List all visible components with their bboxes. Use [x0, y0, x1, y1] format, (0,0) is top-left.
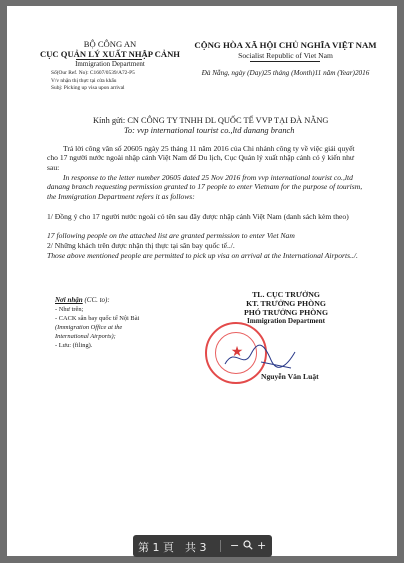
zoom-in-button[interactable]: +	[257, 539, 267, 552]
paragraph-vn: Trả lời công văn số 20605 ngày 25 tháng 11 năm 2016 của Chi nhánh công ty về việc giải quyết cho 17 người nước ngoài nhập cảnh Việt Nam để Du lịch, Cục Quản lý xuất nhập cảnh có ý kiến như sau:	[47, 144, 355, 172]
magnifier-icon	[243, 540, 253, 553]
page-number-label[interactable]: 第 1 頁	[138, 541, 174, 554]
cc-title: Nơi nhận	[55, 296, 83, 304]
star-icon: ★	[230, 344, 244, 360]
signature-line-3: PHÓ TRƯỞNG PHÒNG	[243, 308, 329, 317]
header-right-underline	[250, 61, 320, 62]
toolbar-separator	[220, 540, 221, 552]
item2-en: Those above mentioned people are permitted to pick up visa on arrival at the International Airports../.	[47, 251, 358, 260]
cc-item: - Như trên;	[55, 306, 84, 313]
department-name: CỤC QUẢN LÝ XUẤT NHẬP CẢNH	[40, 49, 180, 59]
cc-item: - Lưu: (filing).	[55, 342, 93, 349]
cc-heading	[55, 296, 110, 304]
department-name-en: Immigration Department	[75, 60, 145, 68]
paragraph-en: In response to the letter number 20605 dated 25 Nov 2016 from vvp international tourist co.,ltd danang branch requesting permission granted to 17 people to enter Vietnam for the purpose of tourism, the Immigration Department refers it as follows:	[47, 173, 363, 201]
reference-number: Số(Our Ref. No): C1607/0539/A72-P5	[51, 70, 135, 76]
date-line: Đà Nẵng, ngày (Day)25 tháng (Month)11 năm (Year)2016	[201, 69, 370, 77]
ministry-name: BỘ CÔNG AN	[83, 39, 137, 49]
republic-name: CỘNG HÒA XÃ HỘI CHỦ NGHĨA VIỆT NAM	[194, 40, 377, 50]
item2-vn: 2/ Những khách trên được nhận thị thực tại sân bay quốc tế../.	[47, 241, 235, 250]
document-page	[7, 6, 397, 556]
pdf-viewer-toolbar	[133, 535, 272, 557]
cc-item: (Immigration Office at the	[55, 324, 123, 331]
signature-line-1: TL. CỤC TRƯỞNG	[252, 290, 320, 299]
subject-vn: V/v nhận thị thực tại cửa khẩu	[51, 78, 117, 84]
cc-item: - CACK sân bay quốc tế Nội Bài	[55, 315, 140, 322]
item1-en: 17 following people on the attached list are granted permission to enter Viet Nam	[47, 231, 295, 240]
recipient-en: To: vvp international tourist co.,ltd danang branch	[124, 126, 295, 135]
signature-line-2: KT. TRƯỞNG PHÒNG	[246, 299, 326, 308]
zoom-out-button[interactable]: −	[230, 539, 240, 552]
republic-name-en: Socialist Republic of Viet Nam	[238, 51, 333, 60]
signature-line-4: Immigration Department	[246, 317, 326, 325]
cc-title-en: (CC. to):	[84, 296, 110, 304]
signature-scribble	[221, 340, 311, 374]
cc-item: International Airports);	[55, 333, 116, 340]
item1-vn: 1/ Đồng ý cho 17 người nước ngoài có tên sau đây được nhập cảnh Việt Nam (danh sách kèm theo)	[47, 212, 349, 221]
subject-en: Subj: Picking up visa upon arrival	[51, 85, 125, 91]
signer-name: Nguyễn Văn Luật	[261, 372, 319, 381]
total-pages-label: 共 3	[185, 541, 207, 554]
recipient-vn: Kính gửi: CN CÔNG TY TNHH DL QUỐC TẾ VVP TẠI ĐÀ NẴNG	[93, 116, 329, 125]
